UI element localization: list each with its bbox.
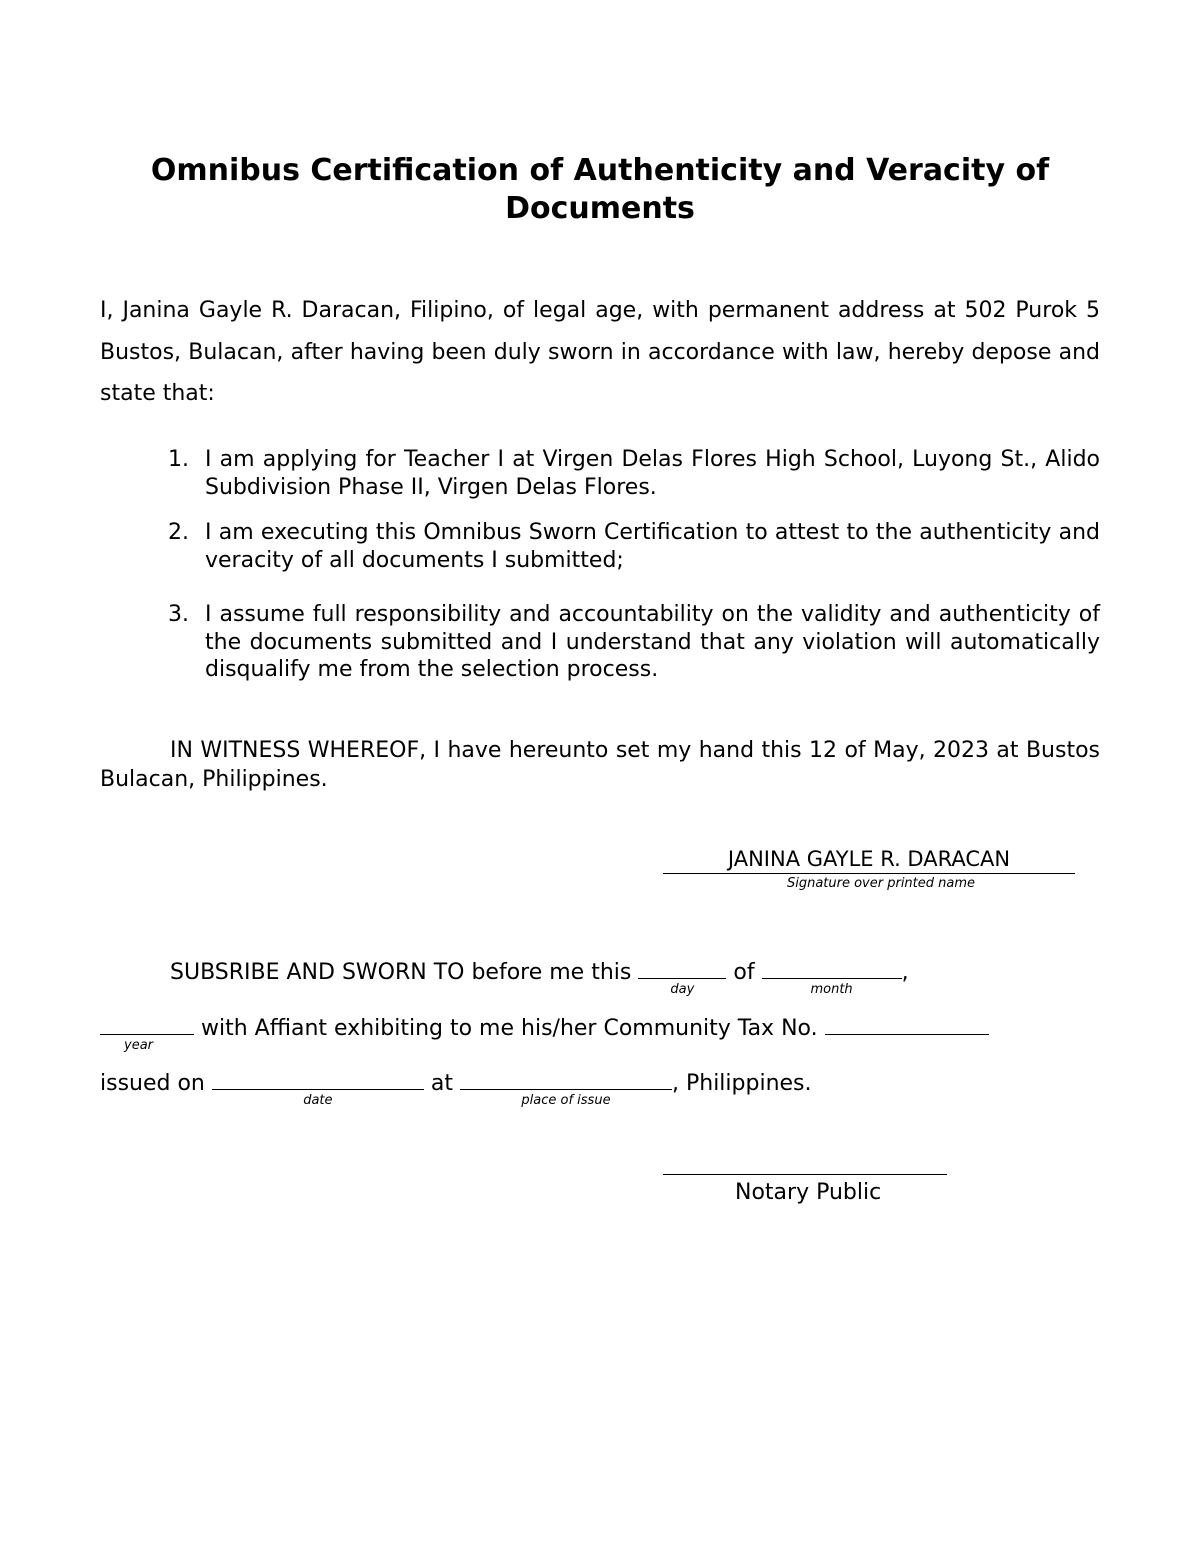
list-item-number: 3.	[168, 602, 189, 627]
list-item-text: I am applying for Teacher I at Virgen Delas Flores High School, Luyong St., Alido Subdivision Phase II, Virgen Delas Flores.	[205, 447, 1100, 500]
philippines-text: , Philippines.	[672, 1071, 812, 1096]
month-caption: month	[810, 982, 853, 997]
jurat-line-1	[170, 956, 909, 997]
jurat-comma: ,	[901, 960, 909, 985]
date-blank	[212, 1067, 424, 1108]
ctc-number-blank	[825, 1012, 989, 1035]
notary-label: Notary Public	[735, 1180, 882, 1205]
notary-signature-block	[663, 1160, 947, 1207]
list-item-number: 2.	[168, 520, 189, 545]
affiant-printed-name: JANINA GAYLE R. DARACAN	[663, 845, 1075, 874]
place-caption: place of issue	[521, 1093, 611, 1108]
day-blank	[638, 956, 726, 997]
jurat-line-3	[100, 1067, 812, 1108]
at-text: at	[430, 1071, 453, 1096]
list-item-text: I am executing this Omnibus Sworn Certification to attest to the authenticity and veracity of all documents I submitted;	[205, 520, 1100, 573]
year-blank	[100, 1012, 194, 1053]
jurat-line-2	[100, 1012, 989, 1053]
place-blank	[460, 1067, 672, 1108]
notary-signature-line	[663, 1174, 947, 1175]
list-item-text: I assume full responsibility and accountability on the validity and authenticity of the documents submitted and I understand that any violation will automatically disqualify me from the selection process.	[205, 602, 1100, 682]
affiant-signature-block	[663, 845, 1075, 892]
issued-on-text: issued on	[100, 1071, 205, 1096]
intro-paragraph: I, Janina Gayle R. Daracan, Filipino, of legal age, with permanent address at 502 Purok 5 Bustos, Bulacan, after having been duly sworn in accordance with law, hereby depose and state that:	[100, 298, 1100, 406]
list-item-number: 1.	[168, 447, 189, 472]
year-caption: year	[124, 1038, 154, 1053]
day-caption: day	[670, 982, 695, 997]
date-caption: date	[303, 1093, 333, 1108]
document-title: Omnibus Certification of Authenticity and Veracity of Documents	[150, 153, 1050, 226]
ctc-text: with Affiant exhibiting to me his/her Community Tax No.	[201, 1016, 818, 1041]
jurat-prefix: SUBSRIBE AND SWORN TO before me this	[170, 960, 632, 985]
month-blank	[762, 956, 902, 997]
jurat-of: of	[733, 960, 755, 985]
witness-paragraph: IN WITNESS WHEREOF, I have hereunto set my hand this 12 of May, 2023 at Bustos Bulacan, Philippines.	[100, 738, 1100, 792]
signature-caption: Signature over printed name	[786, 876, 976, 891]
